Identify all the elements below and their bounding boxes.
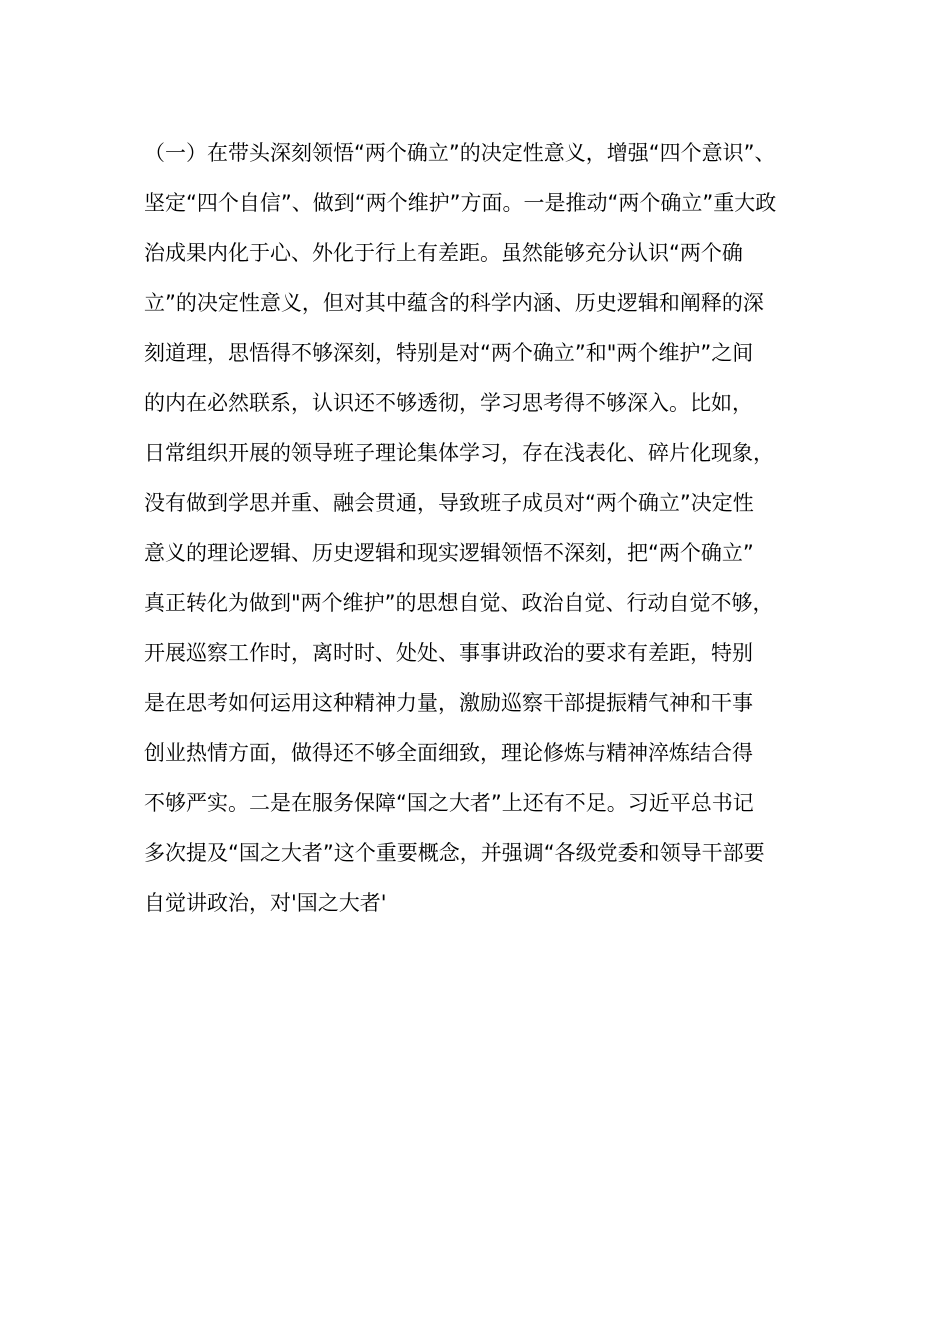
text-line: 多次提及“国之大者”这个重要概念，并强调“各级党委和领导干部要 <box>144 841 765 865</box>
text-line: 立”的决定性意义，但对其中蕴含的科学内涵、历史逻辑和阐释的深 <box>144 291 764 315</box>
text-line: 治成果内化于心、外化于行上有差距。虽然能够充分认识“两个确 <box>144 241 743 265</box>
text-line: 真正转化为做到"两个维护”的思想自觉、政治自觉、行动自觉不够， <box>144 591 774 615</box>
text-line: 自觉讲政治，对'国之大者' <box>144 891 387 915</box>
text-line: 不够严实。二是在服务保障“国之大者”上还有不足。习近平总书记 <box>144 791 754 815</box>
text-line: 没有做到学思并重、融会贯通，导致班子成员对“两个确立”决定性 <box>144 491 754 515</box>
text-line: 坚定“四个自信”、做到“两个维护”方面。一是推动“两个确立”重大政 <box>144 191 777 215</box>
text-line: 开展巡察工作时，离时时、处处、事事讲政治的要求有差距，特别 <box>144 641 753 665</box>
text-line: 刻道理，思悟得不够深刻，特别是对“两个确立”和"两个维护”之间 <box>144 341 754 365</box>
text-line: 意义的理论逻辑、历史逻辑和现实逻辑领悟不深刻，把“两个确立” <box>144 541 754 565</box>
text-line: 的内在必然联系，认识还不够透彻，学习思考得不够深入。比如， <box>144 391 753 415</box>
body-paragraph <box>144 128 844 928</box>
text-line: 是在思考如何运用这种精神力量，激励巡察干部提振精气神和干事 <box>144 691 753 715</box>
text-line: 创业热情方面，做得还不够全面细致，理论修炼与精神淬炼结合得 <box>144 741 753 765</box>
text-line: 日常组织开展的领导班子理论集体学习，存在浅表化、碎片化现象， <box>144 441 774 465</box>
text-line: （一）在带头深刻领悟“两个确立”的决定性意义，增强“四个意识”、 <box>144 141 776 165</box>
